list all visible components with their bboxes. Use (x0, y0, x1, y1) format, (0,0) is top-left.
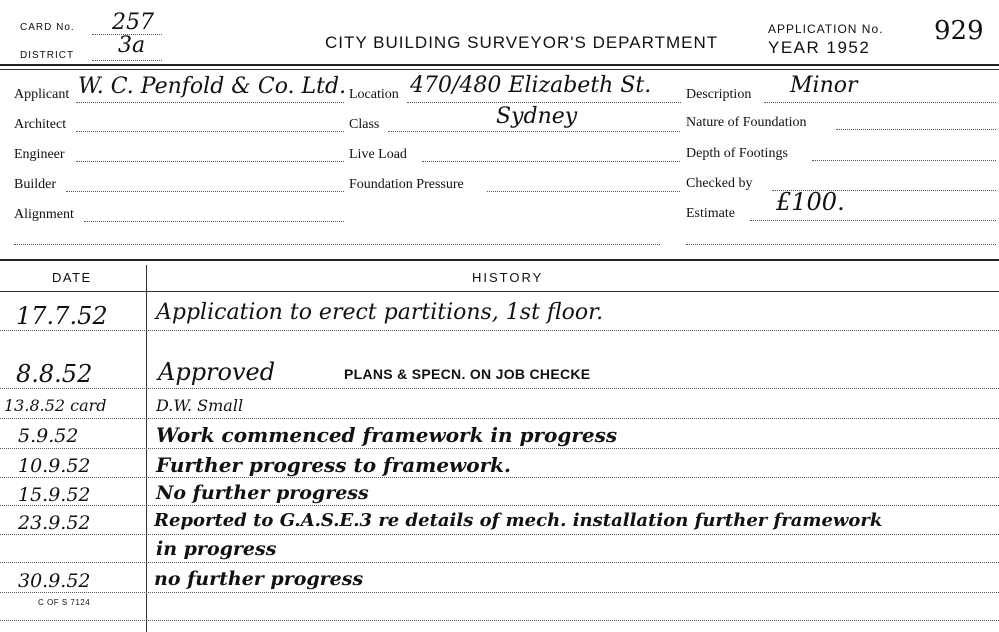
district-label: DISTRICT (20, 50, 75, 61)
builder-line (66, 191, 344, 192)
live-load-line (422, 161, 680, 162)
history-date: 30.9.52 (18, 570, 91, 592)
history-text: Approved (158, 358, 276, 386)
date-column-header: DATE (52, 270, 92, 285)
estimate-value: £100. (776, 188, 845, 216)
row-line (0, 448, 999, 449)
history-text: Reported to G.A.S.E.3 re details of mech. installation further framework (154, 510, 883, 531)
header-divider-2 (0, 69, 999, 70)
department-title: CITY BUILDING SURVEYOR'S DEPARTMENT (325, 33, 719, 52)
row-line (0, 505, 999, 506)
district-value: 3a (118, 33, 146, 58)
table-top-rule (0, 259, 999, 261)
alignment-line (84, 221, 344, 222)
header-divider (0, 64, 999, 66)
location-label: Location (349, 87, 399, 102)
history-text: in progress (156, 538, 277, 560)
engineer-label: Engineer (14, 147, 65, 162)
history-date: 15.9.52 (18, 484, 91, 506)
card-no-label: CARD No. (20, 22, 75, 33)
history-text: Work commenced framework in progress (156, 423, 618, 447)
builder-label: Builder (14, 177, 56, 192)
year-label: YEAR 1952 (768, 38, 871, 57)
applicant-label: Applicant (14, 87, 70, 102)
foundation-pressure-line (487, 191, 680, 192)
history-date: 13.8.52 card (4, 396, 107, 415)
engineer-line (76, 161, 344, 162)
nature-line (836, 129, 996, 130)
location-value-2: Sydney (496, 104, 578, 129)
history-text: D.W. Small (156, 396, 244, 415)
applicant-line (76, 102, 344, 103)
nature-of-foundation-label: Nature of Foundation (686, 115, 807, 130)
applicant-value: W. C. Penfold & Co. Ltd. (78, 74, 347, 99)
history-date: 8.8.52 (16, 360, 93, 388)
blank-line-a (14, 244, 660, 245)
row-line (0, 534, 999, 535)
checked-by-label: Checked by (686, 176, 753, 191)
history-text: No further progress (156, 482, 369, 504)
history-date: 17.7.52 (16, 302, 108, 330)
class-label: Class (349, 117, 380, 132)
history-text: Further progress to framework. (156, 453, 511, 477)
row-line (0, 592, 999, 593)
card-no-value: 257 (112, 10, 154, 35)
history-date: 10.9.52 (18, 455, 91, 477)
application-no-value: 929 (934, 16, 984, 46)
row-line (0, 388, 999, 389)
estimate-line (750, 220, 996, 221)
depth-of-footings-label: Depth of Footings (686, 146, 788, 161)
row-line (0, 562, 999, 563)
table-header-rule (0, 291, 999, 292)
district-line (92, 60, 162, 61)
class-line (388, 131, 680, 132)
row-line (0, 620, 999, 621)
history-date: 23.9.52 (18, 512, 91, 534)
history-stamp: PLANS & SPECN. ON JOB CHECKE (344, 366, 591, 382)
alignment-label: Alignment (14, 207, 74, 222)
history-text: no further progress (154, 568, 364, 590)
estimate-label: Estimate (686, 206, 735, 221)
application-no-label: APPLICATION No. (768, 22, 884, 36)
location-line (407, 102, 681, 103)
row-line (0, 477, 999, 478)
history-text: Application to erect partitions, 1st floor. (156, 300, 604, 325)
history-date: 5.9.52 (18, 425, 79, 447)
history-column-header: HISTORY (472, 270, 544, 285)
description-value: Minor (790, 73, 858, 98)
architect-label: Architect (14, 117, 67, 132)
description-label: Description (686, 87, 752, 102)
form-code: C OF S 7124 (38, 598, 91, 607)
foundation-pressure-label: Foundation Pressure (349, 177, 464, 192)
row-line (0, 418, 999, 419)
row-line (0, 330, 999, 331)
live-load-label: Live Load (349, 147, 407, 162)
description-line (764, 102, 996, 103)
depth-line (812, 160, 996, 161)
location-value: 470/480 Elizabeth St. (410, 73, 652, 98)
blank-line-b (686, 244, 996, 245)
architect-line (76, 131, 344, 132)
